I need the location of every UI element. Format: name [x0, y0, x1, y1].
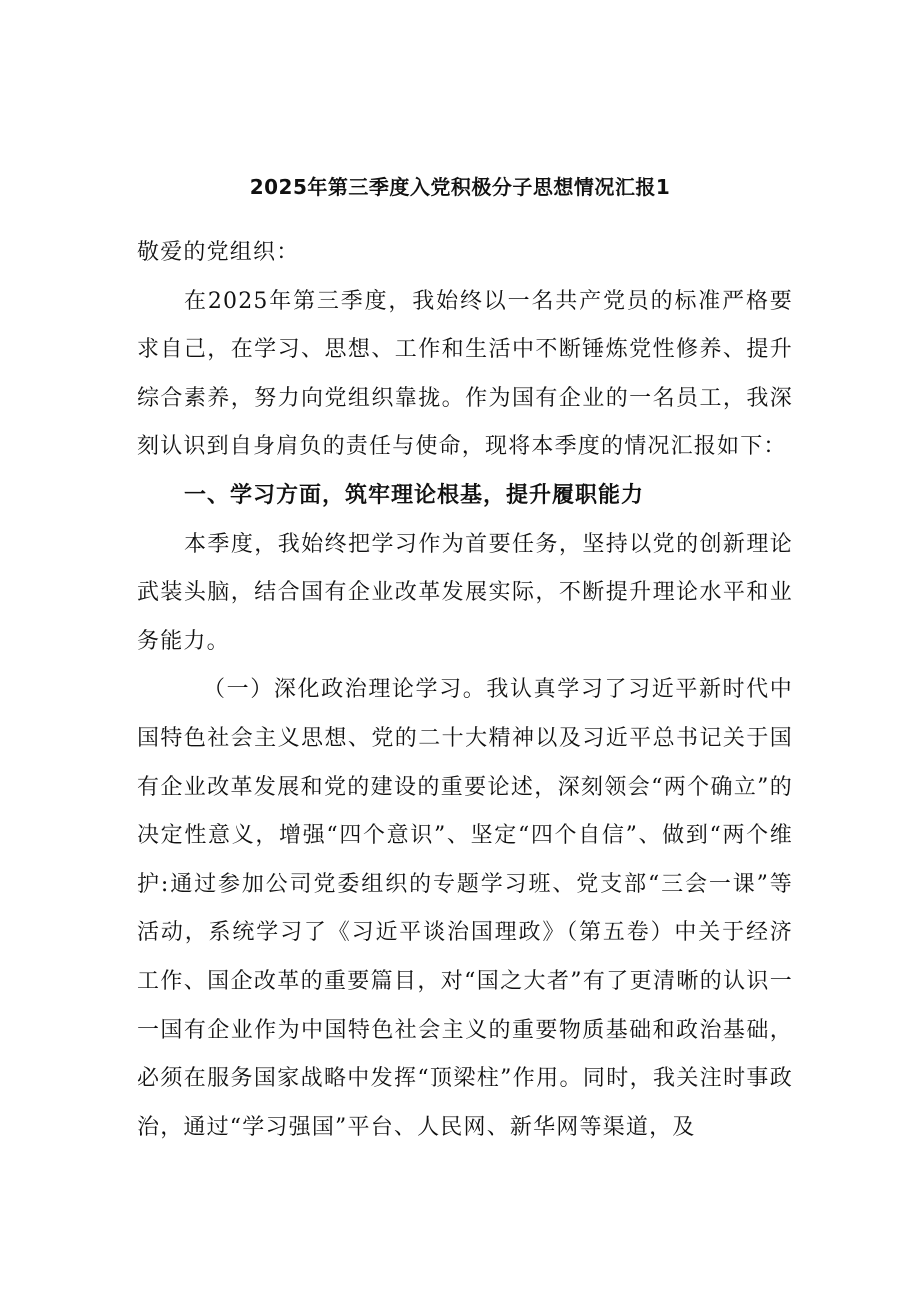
- section-paragraph-study: 本季度，我始终把学习作为首要任务，坚持以党的创新理论武装头脑，结合国有企业改革发展实际，不断提升理论水平和业务能力。: [137, 531, 793, 654]
- section-heading-study: 一、学习方面，筑牢理论根基，提升履职能力: [184, 482, 645, 508]
- document-body: [137, 229, 793, 1152]
- subsection-paragraph-political-theory: （一）深化政治理论学习。我认真学习了习近平新时代中国特色社会主义思想、党的二十大精神以及习近平总书记关于国有企业改革发展和党的建设的重要论述，深刻领会“两个确立”的决定性意义，增强“四个意识”、坚定“四个自信”、做到“两个维护:通过参加公司党委组织的专题学习班、党支部“三会一课”等活动，系统学习了《习近平谈治国理政》（第五卷）中关于经济工作、国企改革的重要篇目，对“国之大者”有了更清晰的认识一一国有企业作为中国特色社会主义的重要物质基础和政治基础，必须在服务国家战略中发挥“顶梁柱”作用。同时，我关注时事政治，通过“学习强国”平台、人民网、新华网等渠道，及: [137, 677, 793, 1140]
- salutation: 敬爱的党组织：: [137, 240, 300, 265]
- document-title: 2025年第三季度入党积极分子思想情况汇报1: [249, 175, 671, 199]
- intro-paragraph: 在2025年第三季度，我始终以一名共产党员的标准严格要求自己，在学习、思想、工作和生活中不断锤炼党性修养、提升综合素养，努力向党组织靠拢。作为国有企业的一名员工，我深刻认识到自身肩负的责任与使命，现将本季度的情况汇报如下：: [137, 288, 793, 460]
